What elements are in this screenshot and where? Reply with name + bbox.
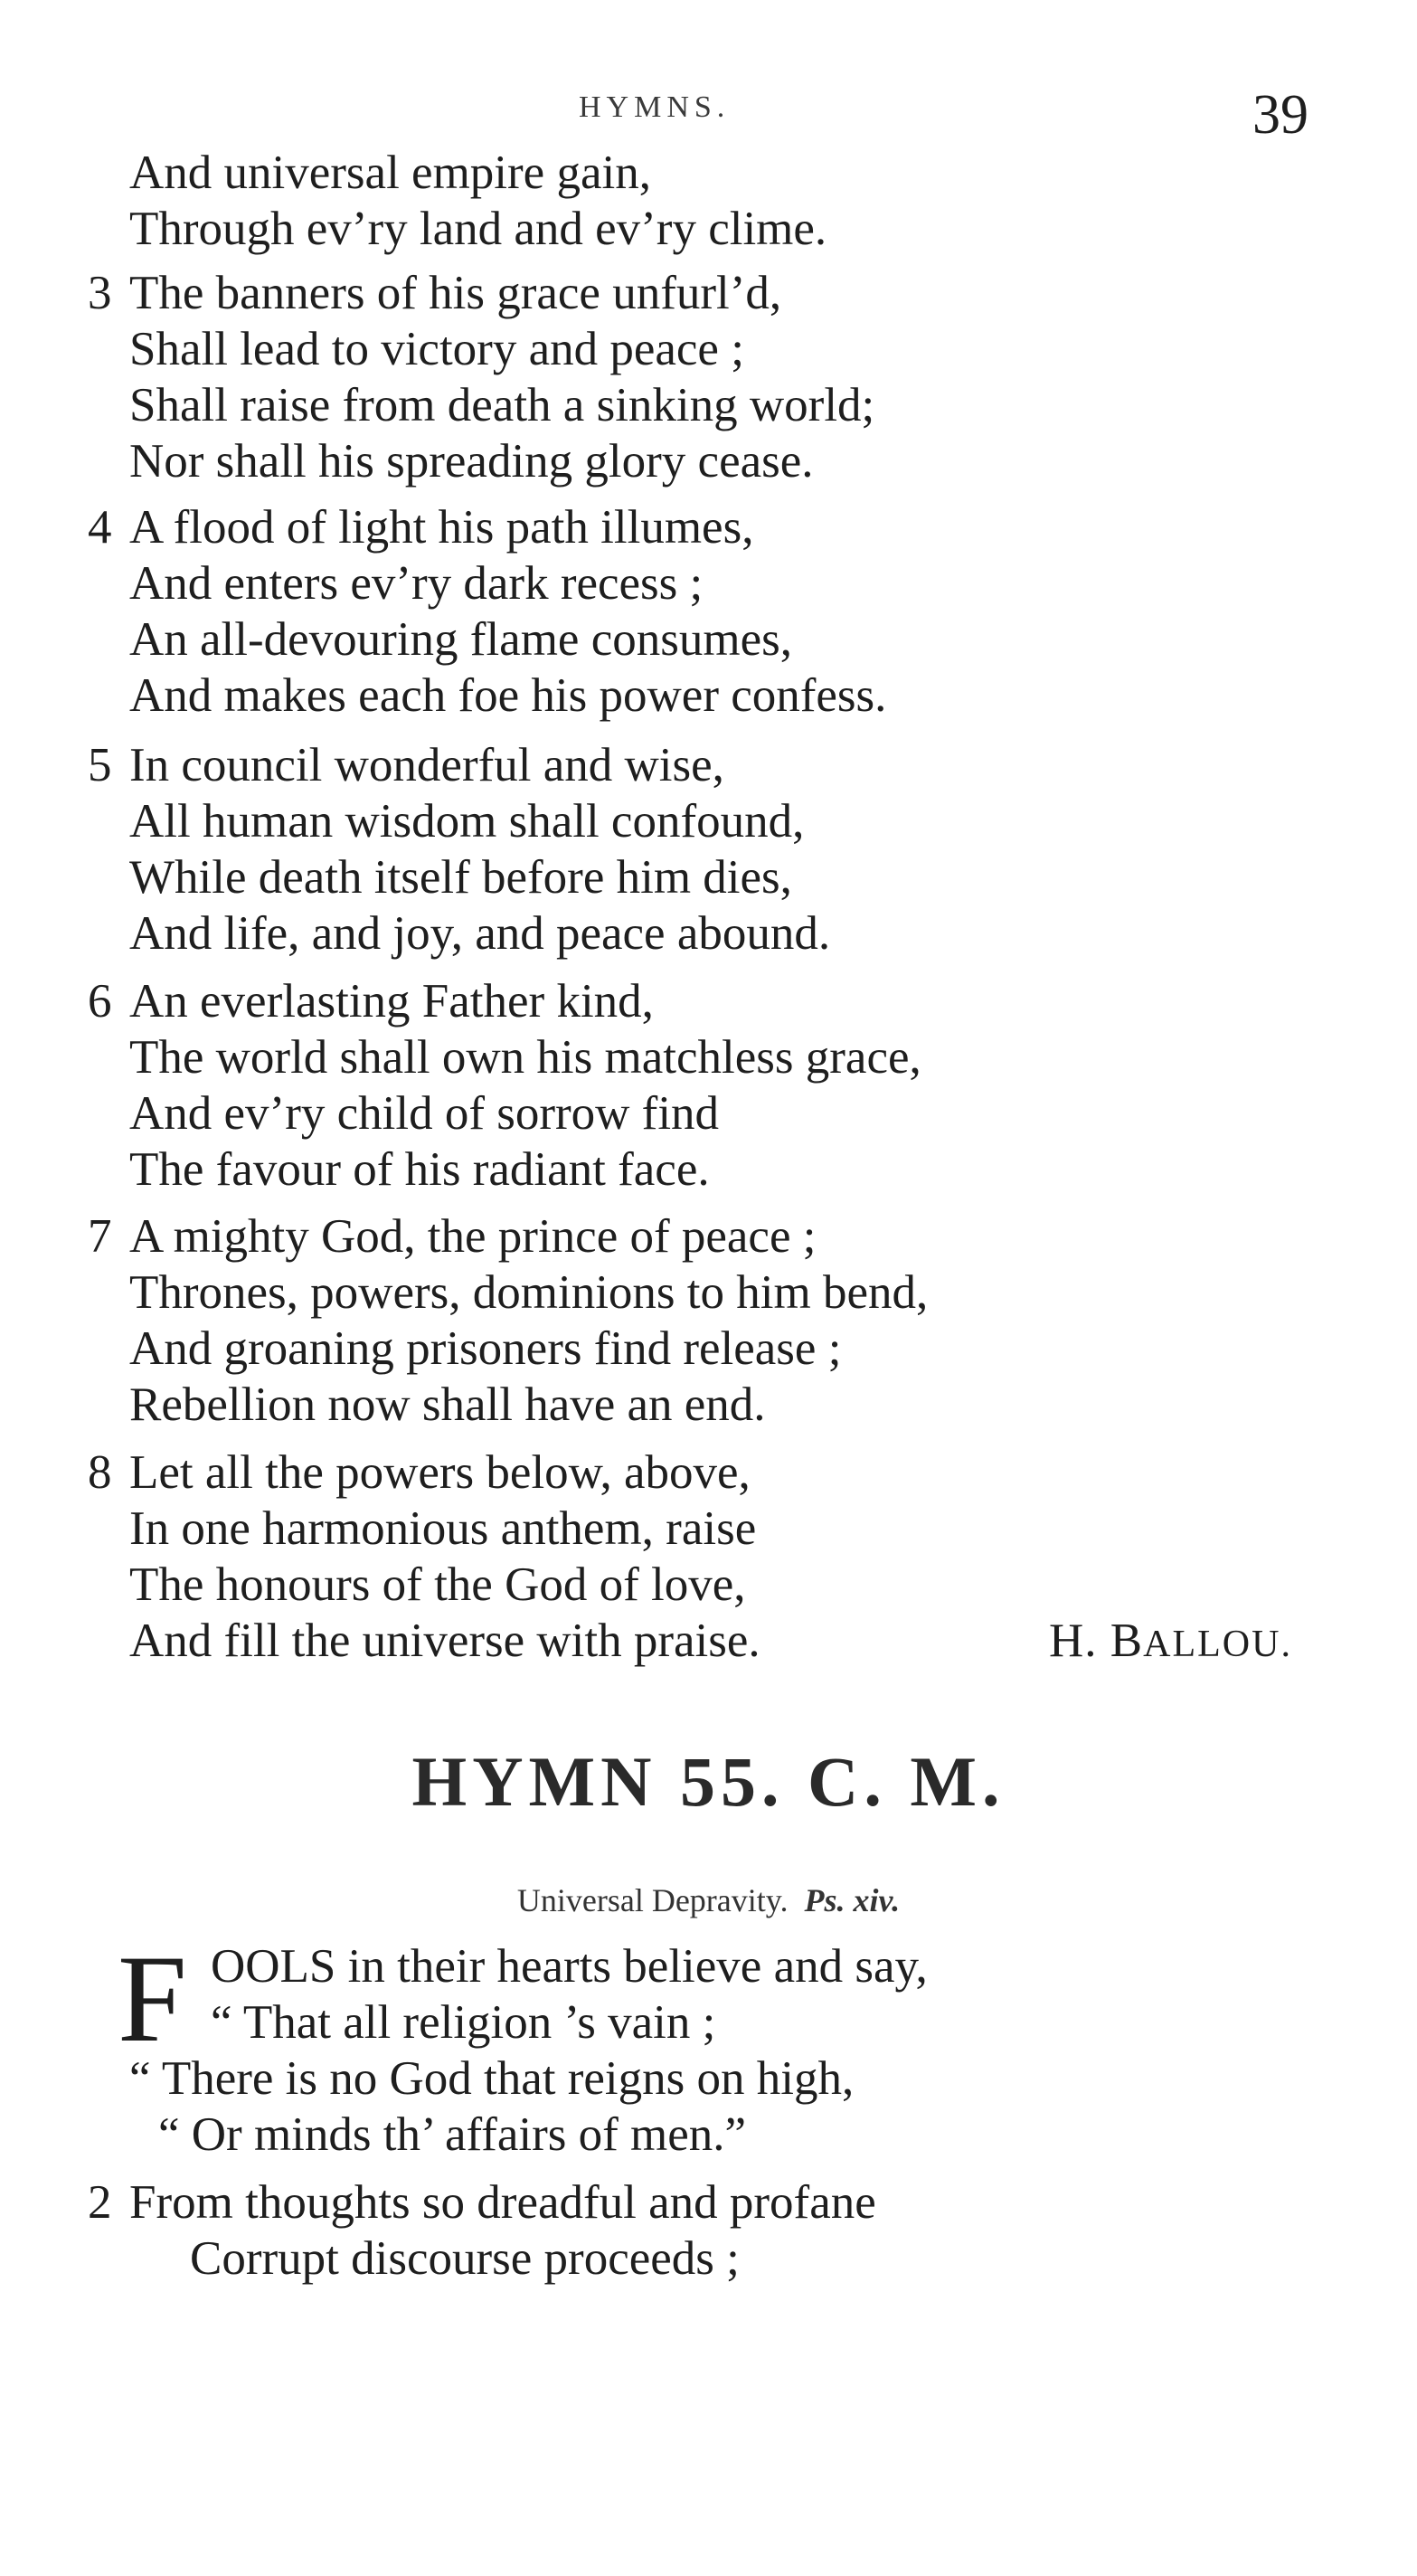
verse-number: 4 — [88, 501, 112, 554]
verse-line: While death itself before him dies, — [129, 851, 792, 904]
page-number: 39 — [1252, 84, 1308, 146]
verse-line: Shall lead to victory and peace ; — [129, 323, 744, 375]
drop-cap: F — [118, 1929, 187, 2068]
verse-line: And life, and joy, and peace abound. — [129, 907, 831, 960]
verse-line: Nor shall his spreading glory cease. — [129, 435, 814, 488]
verse-line: And fill the universe with praise. — [129, 1615, 760, 1667]
verse-line: OOLS in their hearts believe and say, — [211, 1940, 928, 1993]
verse-line: Rebellion now shall have an end. — [129, 1378, 766, 1431]
verse-line: And universal empire gain, — [129, 147, 651, 199]
verse-line: And groaning prisoners find release ; — [129, 1322, 842, 1375]
verse-line: In one harmonious anthem, raise — [129, 1502, 757, 1555]
verse-line: An everlasting Father kind, — [129, 975, 654, 1028]
verse-line: And ev’ry child of sorrow find — [129, 1087, 720, 1140]
verse-line: “ There is no God that reigns on high, — [129, 2052, 855, 2105]
verse-line: And makes each foe his power confess. — [129, 669, 887, 722]
verse-number: 7 — [88, 1210, 112, 1263]
verse-line: All human wisdom shall confound, — [129, 795, 805, 848]
verse-line: The world shall own his matchless grace, — [129, 1031, 921, 1084]
verse-line: In council wonderful and wise, — [129, 739, 724, 791]
verse-line: From thoughts so dreadful and profane — [129, 2176, 876, 2229]
hymn-title: HYMN 55. C. M. — [411, 1742, 1006, 1821]
verse-line: An all-devouring flame consumes, — [129, 613, 792, 666]
verse-line: “ Or minds th’ affairs of men.” — [158, 2108, 747, 2161]
verse-number: 8 — [88, 1446, 112, 1499]
verse-line: The favour of his radiant face. — [129, 1143, 710, 1196]
verse-line: Thrones, powers, dominions to him bend, — [129, 1266, 929, 1319]
verse-line: The honours of the God of love, — [129, 1558, 746, 1611]
verse-line: A flood of light his path illumes, — [129, 501, 754, 554]
author-initial: H. B — [1049, 1615, 1144, 1667]
verse-number: 3 — [88, 267, 112, 319]
scripture-reference: Ps. xiv. — [804, 1882, 901, 1918]
running-head: HYMNS. — [579, 90, 731, 124]
verse-number: 6 — [88, 975, 112, 1028]
subtitle-text: Universal Depravity. — [516, 1882, 789, 1918]
verse-line: A mighty God, the prince of peace ; — [129, 1210, 817, 1263]
hymn-subtitle — [0, 1881, 1417, 1919]
hymn-author — [1049, 1613, 1292, 1672]
verse-number: 2 — [88, 2176, 112, 2229]
verse-line: “ That all religion ’s vain ; — [211, 1996, 716, 2049]
verse-line: And enters ev’ry dark recess ; — [129, 557, 704, 610]
author-surname: ALLOU. — [1143, 1624, 1292, 1665]
verse-line: Corrupt discourse proceeds ; — [190, 2232, 740, 2285]
verse-line: Let all the powers below, above, — [129, 1446, 751, 1499]
verse-line: Shall raise from death a sinking world; — [129, 379, 875, 431]
verse-line: The banners of his grace unfurl’d, — [129, 267, 782, 319]
verse-line: Through ev’ry land and ev’ry clime. — [129, 203, 827, 255]
verse-number: 5 — [88, 739, 112, 791]
